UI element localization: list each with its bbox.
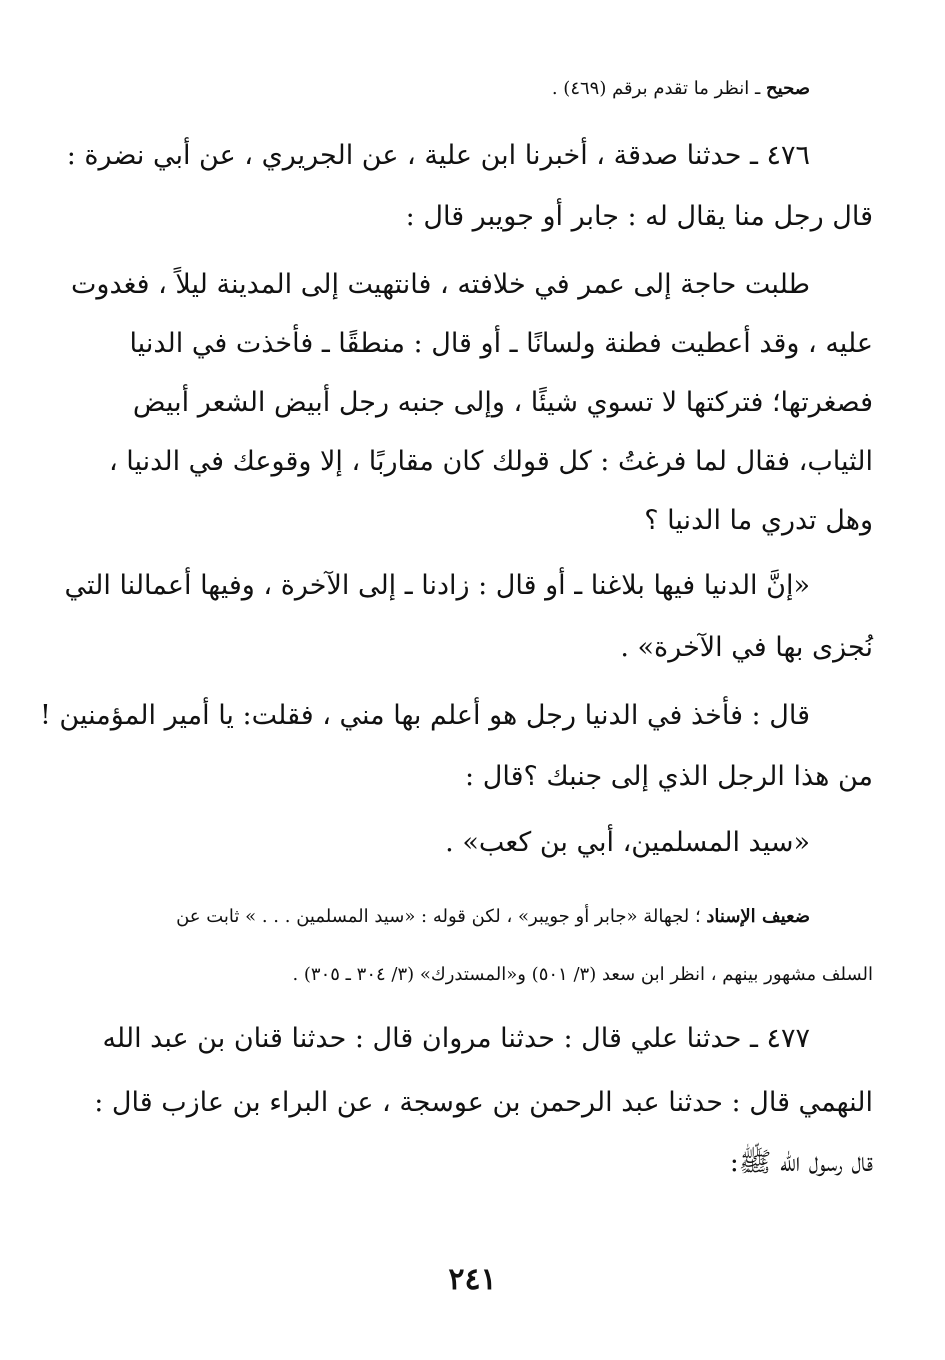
para1-line: وهل تدري ما الدنيا ؟ — [644, 505, 873, 536]
para1-line: الثياب، فقال لما فرغتُ : كل قولك كان مقاربًا ، إلا وقوعك في الدنيا ، — [108, 446, 873, 477]
para3-line: قال : فأخذ في الدنيا رجل هو أعلم بها مني ، فقلت: يا أمير المؤمنين ! — [40, 700, 810, 731]
grading-label: ضعيف الإسناد — [706, 906, 810, 927]
hadith-477-line: النهمي قال : حدثنا عبد الرحمن بن عوسجة ، عن البراء بن عازب قال : — [94, 1087, 873, 1118]
para4-line: «سيد المسلمين، أبي بن كعب» . — [445, 827, 810, 858]
header-note — [552, 76, 810, 102]
hadith-477-line: قال رسول الله ﷺ: — [729, 1147, 873, 1178]
hadith-476-isnad-line1: ٤٧٦ ـ حدثنا صدقة ، أخبرنا ابن علية ، عن الجريري ، عن أبي نضرة : — [66, 140, 810, 171]
grading-line1 — [176, 904, 810, 930]
para1-line: طلبت حاجة إلى عمر في خلافته ، فانتهيت إلى المدينة ليلاً ، فغدوت — [70, 269, 810, 300]
para1-line: فصغرتها؛ فتركتها لا تسوي شيئًا ، وإلى جنبه رجل أبيض الشعر أبيض — [132, 387, 873, 418]
header-grade: صحيح — [766, 78, 810, 99]
header-note-text: ـ انظر ما تقدم برقم (٤٦٩) . — [551, 78, 767, 99]
para2-line: «إنَّ الدنيا فيها بلاغنا ـ أو قال : زادنا ـ إلى الآخرة ، وفيها أعمالنا التي — [64, 570, 810, 601]
grading-text: ؛ لجهالة «جابر أو جويبر» ، لكن قوله : «سيد المسلمين . . . » ثابت عن — [176, 906, 707, 927]
para2-line: نُجزى بها في الآخرة» . — [620, 632, 873, 663]
para1-line: عليه ، وقد أعطيت فطنة ولسانًا ـ أو قال : منطقًا ـ فأخذت في الدنيا — [129, 328, 873, 359]
page-number: ٢٤١ — [448, 1262, 497, 1297]
hadith-476-isnad-line2: قال رجل منا يقال له : جابر أو جويبر قال : — [405, 201, 873, 232]
grading-line2: السلف مشهور بينهم ، انظر ابن سعد (٣/ ٥٠١) و«المستدرك» (٣/ ٣٠٤ ـ ٣٠٥) . — [292, 964, 873, 985]
hadith-477-line: ٤٧٧ ـ حدثنا علي قال : حدثنا مروان قال : حدثنا قنان بن عبد الله — [102, 1023, 810, 1054]
para3-line: من هذا الرجل الذي إلى جنبك ؟قال : — [465, 761, 873, 792]
